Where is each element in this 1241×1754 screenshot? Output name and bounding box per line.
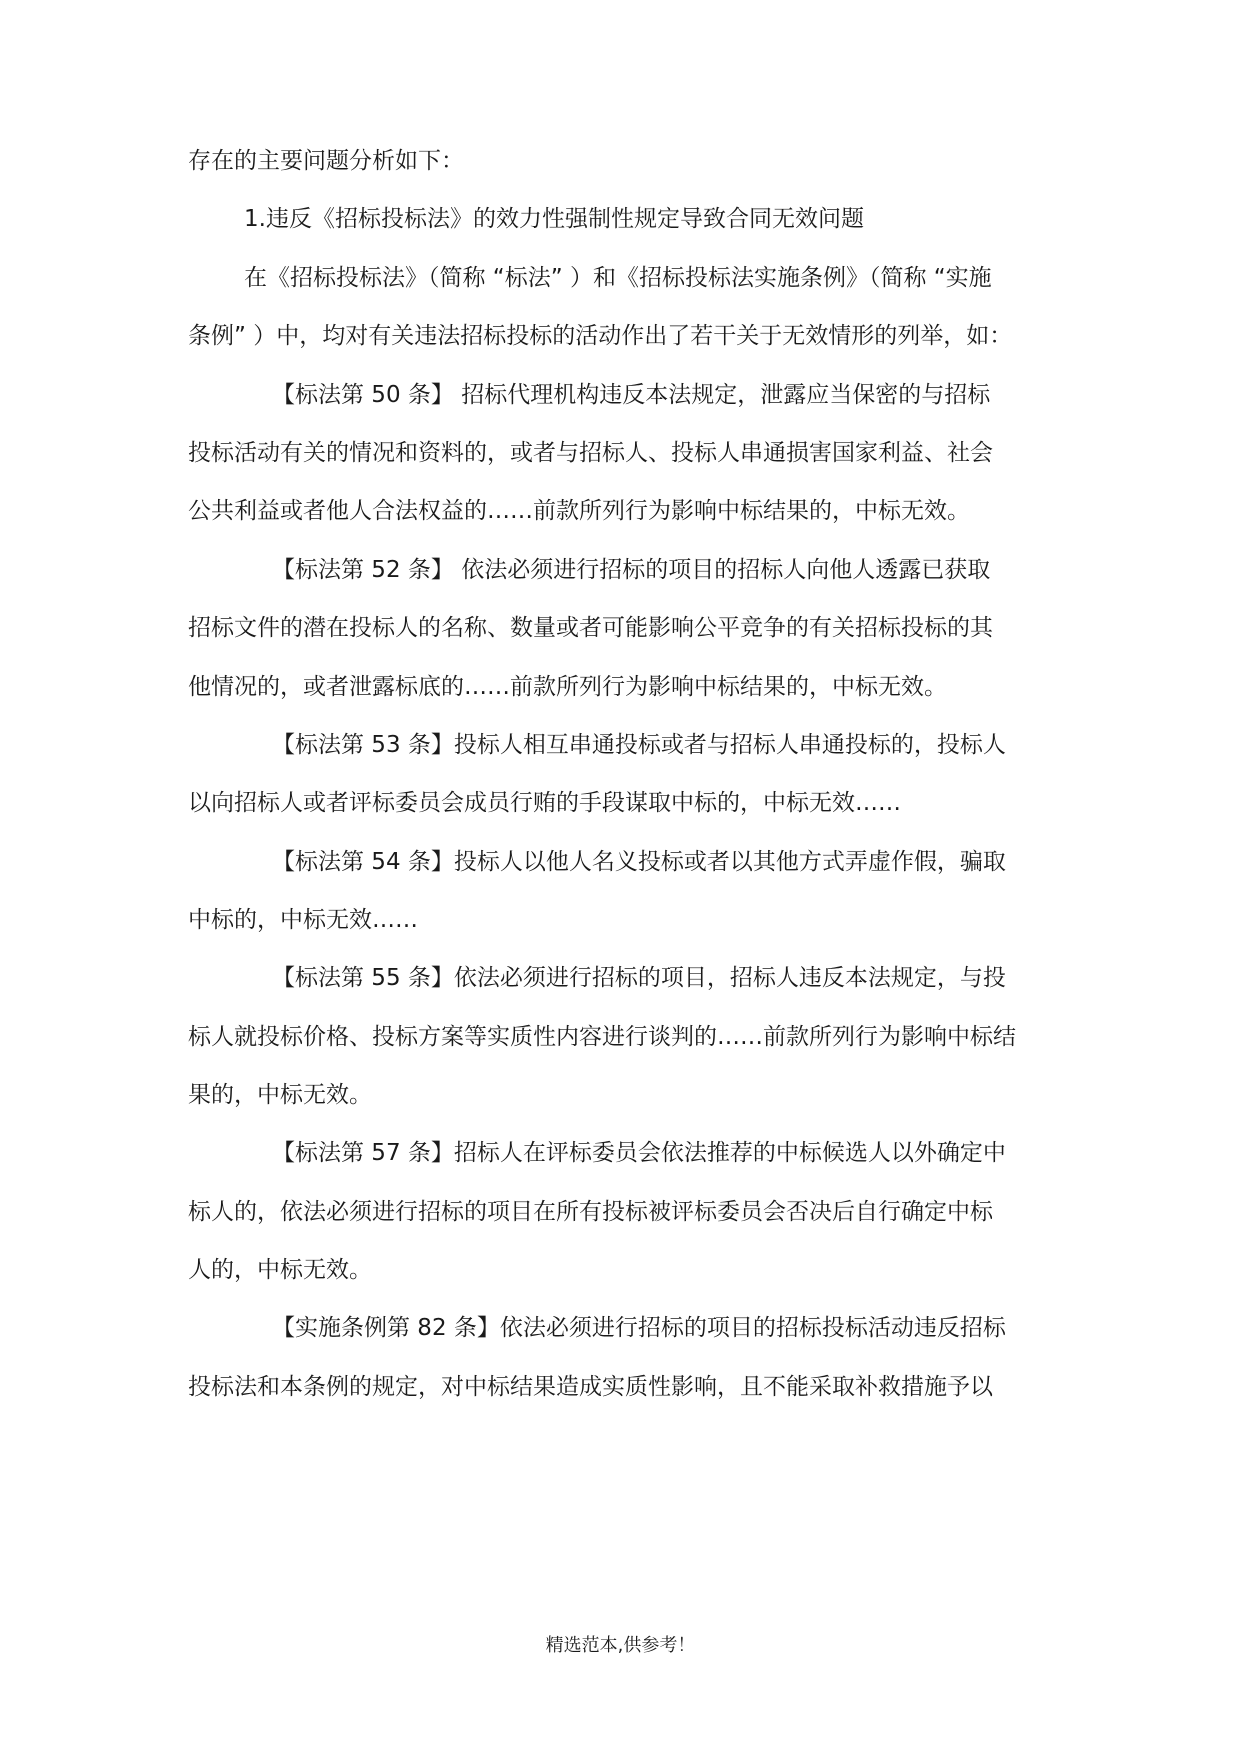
article-line: 人的，中标无效。 bbox=[188, 1257, 372, 1283]
article-line: 【标法第 50 条】 招标代理机构违反本法规定，泄露应当保密的与招标 bbox=[272, 382, 991, 408]
article-line: 投标活动有关的情况和资料的，或者与招标人、投标人串通损害国家利益、社会 bbox=[188, 440, 993, 466]
article-line: 投标法和本条例的规定，对中标结果造成实质性影响，且不能采取补救措施予以 bbox=[188, 1374, 993, 1400]
paragraph-line: 条例” ）中，均对有关违法招标投标的活动作出了若干关于无效情形的列举，如： bbox=[188, 323, 1013, 349]
section-heading: 1.违反《招标投标法》的效力性强制性规定导致合同无效问题 bbox=[244, 206, 864, 232]
paragraph-line: 在《招标投标法》（简称 “标法” ）和《招标投标法实施条例》（简称 “实施 bbox=[244, 265, 992, 291]
article-line: 标人就投标价格、投标方案等实质性内容进行谈判的……前款所列行为影响中标结 bbox=[188, 1024, 1016, 1050]
article-line: 【标法第 53 条】投标人相互串通投标或者与招标人串通投标的，投标人 bbox=[272, 732, 1006, 758]
article-line: 【标法第 57 条】招标人在评标委员会依法推荐的中标候选人以外确定中 bbox=[272, 1140, 1006, 1166]
article-line: 【实施条例第 82 条】依法必须进行招标的项目的招标投标活动违反招标 bbox=[272, 1315, 1006, 1341]
article-line: 他情况的，或者泄露标底的……前款所列行为影响中标结果的，中标无效。 bbox=[188, 674, 947, 700]
article-line: 中标的，中标无效…… bbox=[188, 907, 418, 933]
paragraph-line: 存在的主要问题分析如下： bbox=[188, 148, 464, 174]
article-line: 公共利益或者他人合法权益的……前款所列行为影响中标结果的，中标无效。 bbox=[188, 498, 970, 524]
article-line: 以向招标人或者评标委员会成员行贿的手段谋取中标的，中标无效…… bbox=[188, 790, 901, 816]
article-line: 【标法第 55 条】依法必须进行招标的项目，招标人违反本法规定，与投 bbox=[272, 965, 1006, 991]
article-line: 【标法第 54 条】投标人以他人名义投标或者以其他方式弄虚作假，骗取 bbox=[272, 849, 1006, 875]
page-footer: 精选范本,供参考！ bbox=[545, 1635, 696, 1656]
article-line: 果的，中标无效。 bbox=[188, 1082, 372, 1108]
article-line: 招标文件的潜在投标人的名称、数量或者可能影响公平竞争的有关招标投标的其 bbox=[188, 615, 993, 641]
article-line: 标人的，依法必须进行招标的项目在所有投标被评标委员会否决后自行确定中标 bbox=[188, 1199, 993, 1225]
article-line: 【标法第 52 条】 依法必须进行招标的项目的招标人向他人透露已获取 bbox=[272, 557, 991, 583]
